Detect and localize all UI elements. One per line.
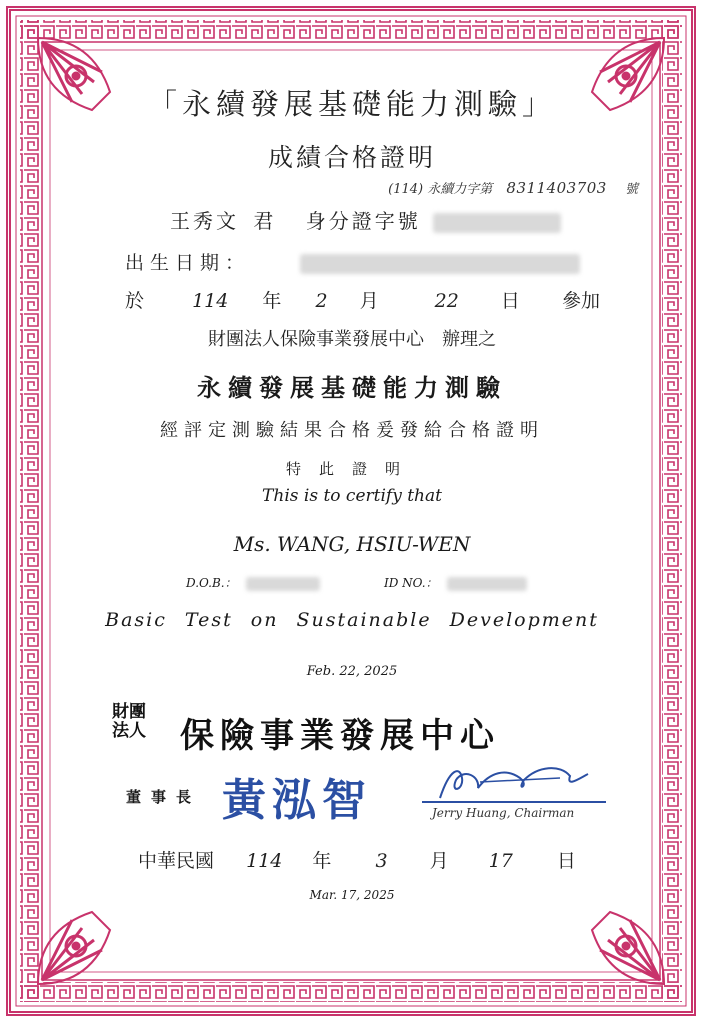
corner-fan-ornament-icon: [586, 906, 670, 990]
redacted-id-en: [447, 577, 527, 591]
holder-name: 王秀文: [170, 209, 239, 233]
exam-date-suffix: 參加: [561, 290, 600, 312]
cert-suffix: 號: [624, 182, 638, 197]
issue-year-unit: 年: [312, 850, 332, 872]
issue-month: 3: [375, 850, 388, 872]
redacted-id: [433, 213, 561, 233]
cert-year: (114): [388, 182, 424, 197]
holder-honorific: 君: [253, 209, 274, 233]
issue-era: 中華民國: [138, 850, 215, 872]
corner-fan-ornament-icon: [32, 906, 116, 990]
dob-line: [125, 248, 580, 275]
redacted-dob-en: [246, 577, 320, 591]
dob-en-label: D.O.B.：: [186, 576, 237, 590]
organizer-line: 財團法人保險事業發展中心 辦理之: [208, 329, 496, 350]
issue-day-unit: 日: [556, 850, 576, 872]
exam-name-en: Basic Test on Sustainable Development: [105, 609, 599, 631]
dob-en-line: [186, 574, 320, 591]
exam-month-unit: 月: [359, 290, 379, 312]
certify-en: This is to certify that: [262, 486, 442, 506]
result-line: 經評定測驗結果合格爰發給合格證明: [160, 420, 544, 441]
id-en-line: [384, 574, 527, 591]
id-label: 身分證字號: [305, 209, 421, 233]
redacted-dob: [300, 254, 580, 274]
exam-year-unit: 年: [262, 290, 282, 312]
certificate-subtitle: 成績合格證明: [267, 143, 436, 172]
issue-date-line: [138, 846, 576, 873]
chairman-name-en: Jerry Huang, Chairman: [432, 806, 575, 820]
exam-date-en: Feb. 22, 2025: [306, 664, 398, 679]
exam-date-prefix: 於: [125, 290, 145, 312]
issuer-small-bottom: 法人: [112, 721, 146, 741]
certify-zh: 特此證明: [285, 460, 418, 478]
issue-date-en: Mar. 17, 2025: [309, 888, 395, 902]
certificate-title: 「永續發展基礎能力測驗」: [147, 87, 556, 121]
exam-name: 永續發展基礎能力測驗: [197, 373, 507, 402]
holder-name-en: Ms. WANG, HSIU-WEN: [233, 532, 471, 556]
issue-day: 17: [488, 850, 513, 872]
certificate-number: [388, 178, 638, 197]
exam-day-unit: 日: [500, 290, 520, 312]
exam-date-line: [125, 286, 600, 313]
cert-prefix: 永續力字第: [427, 182, 493, 197]
chairman-name-zh: 黃泓智: [222, 775, 372, 826]
exam-day: 22: [434, 290, 459, 312]
issuer-prefix: [112, 703, 146, 741]
id-en-label: ID NO.：: [384, 576, 438, 590]
issuer-name: 保險事業發展中心: [180, 716, 500, 756]
signature-icon: [420, 758, 610, 808]
chairman-title: 董事長: [126, 788, 202, 806]
exam-month: 2: [315, 290, 328, 312]
issuer-small-top: 財團: [112, 702, 146, 722]
holder-line: [170, 205, 561, 234]
exam-year: 114: [192, 290, 229, 312]
issue-month-unit: 月: [429, 850, 449, 872]
dob-label: 出生日期：: [125, 252, 251, 274]
cert-number-value: 8311403703: [506, 179, 607, 197]
issue-year: 114: [246, 850, 283, 872]
